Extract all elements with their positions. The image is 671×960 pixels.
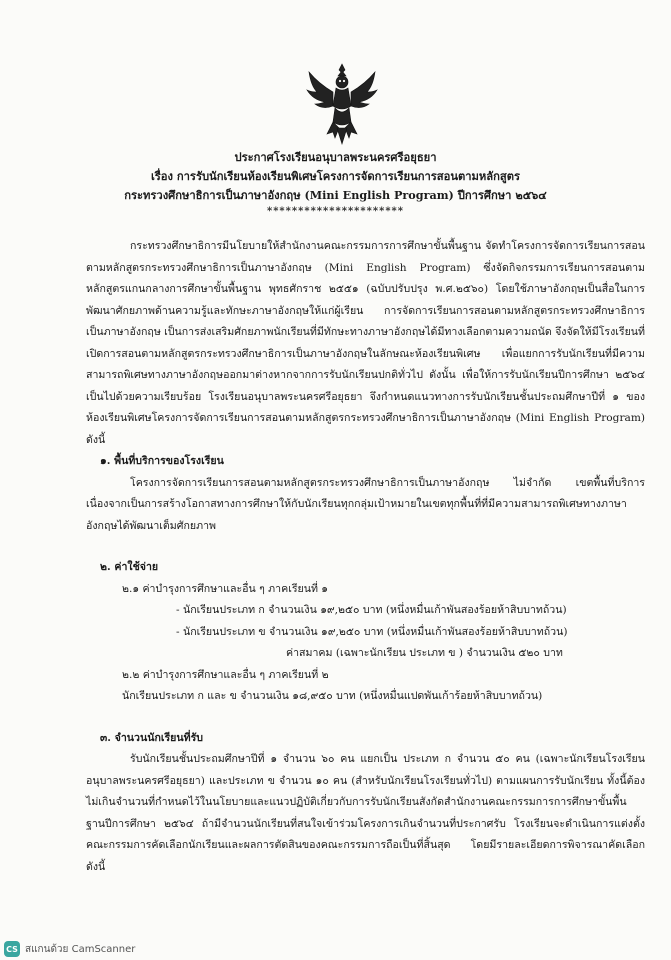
announcement-title: ประกาศโรงเรียนอนุบาลพระนครศรีอยุธยา xyxy=(234,150,437,164)
scanner-watermark xyxy=(0,938,264,960)
section-2-2-fee: นักเรียนประเภท ก และ ข จำนวนเงิน ๑๘,๙๕๐ บาท (หนึ่งหมื่นแปดพันเก้าร้อยห้าสิบบาทถ้วน) xyxy=(122,690,543,702)
section-3-text: รับนักเรียนชั้นประถมศึกษาปีที่ ๑ จำนวน ๖๐ คน แยกเป็น ประเภท ก จำนวน ๕๐ คน (เฉพาะนักเรียนโรงเรียนอนุบาลพระนครศรีอยุธยา) และประเภท ข จำนวน ๑๐ คน (สำหรับนักเรียนโรงเรียนทั่วไป) ตามแผนการรับนักเรียน ทั้งนี้ต้องไม่เกินจำนวนที่กำหนดไว้ในนโยบายและแนวปฏิบัติเกี่ยวกับการรับนักเรียนสังกัดสำนักงานคณะกรรมการการศึกษาขั้นพื้นฐานปีการศึกษา ๒๕๖๔ ถ้ามีจำนวนนักเรียนที่สนใจเข้าร่วมโครงการเกินจำนวนที่ประกาศรับ โรงเรียนจะดำเนินการแต่งตั้งคณะกรรมการคัดเลือกนักเรียนและผลการตัดสินของคณะกรรมการถือเป็นที่สิ้นสุด โดยมีรายละเอียดการพิจารณาคัดเลือกดังนี้ xyxy=(86,753,645,873)
section-3-title: ๓. จำนวนนักเรียนที่รับ xyxy=(100,731,204,744)
section-1-title: ๑. พื้นที่บริการของโรงเรียน xyxy=(100,455,224,467)
camscanner-icon: CS xyxy=(4,941,20,957)
intro-paragraph: กระทรวงศึกษาธิการมีนโยบายให้สำนักงานคณะกรรมการการศึกษาขั้นพื้นฐาน จัดทำโครงการจัดการเรียนการสอนตามหลักสูตรกระทรวงศึกษาธิการเป็นภาษาอังกฤษ (Mini English Program) ซึ่งจัดกิจกรรมการเรียนการสอนตามหลักสูตรแกนกลางการศึกษาขั้นพื้นฐาน พุทธศักราช ๒๕๕๑ (ฉบับปรับปรุง พ.ศ.๒๕๖๐) โดยใช้ภาษาอังกฤษเป็นสื่อในการพัฒนาศักยภาพด้านความรู้และทักษะภาษาอังกฤษให้แก่ผู้เรียน การจัดการเรียนการสอนตามหลักสูตรกระทรวงศึกษาธิการเป็นภาษาอังกฤษ เป็นการส่งเสริมศักยภาพนักเรียนที่มีทักษะทางภาษาอังกฤษได้มีทางเลือกตามความถนัด จึงจัดให้มีโรงเรียนที่เปิดการสอนตามหลักสูตรกระทรวงศึกษาธิการเป็นภาษาอังกฤษในลักษณะห้องเรียนพิเศษ เพื่อแยกการรับนักเรียนที่มีความสามารถพิเศษทางภาษาอังกฤษออกมาต่างหากจากการรับนักเรียนปกติทั่วไป ดังนั้น เพื่อให้การรับนักเรียนปีการศึกษา ๒๕๖๔ เป็นไปด้วยความเรียบร้อย โรงเรียนอนุบาลพระนครศรีอยุธยา จึงกำหนดแนวทางการรับนักเรียนชั้นประถมศึกษาปีที่ ๑ ของห้องเรียนพิเศษโครงการจัดการเรียนการสอนตามหลักสูตรกระทรวงศึกษาธิการเป็นภาษาอังกฤษ (Mini English Program) ดังนี้ xyxy=(86,240,646,446)
scanner-watermark-text: สแกนด้วย CamScanner xyxy=(25,943,136,955)
section-2-1-association-fee: ค่าสมาคม (เฉพาะนักเรียน ประเภท ข ) จำนวนเงิน ๕๒๐ บาท xyxy=(286,647,563,659)
section-2-1-type-a: - นักเรียนประเภท ก จำนวนเงิน ๑๙,๒๕๐ บาท (หนึ่งหมื่นเก้าพันสองร้อยห้าสิบบาทถ้วน) xyxy=(176,604,567,616)
section-2-2-title: ๒.๒ ค่าบำรุงการศึกษาและอื่น ๆ ภาคเรียนที่ ๒ xyxy=(122,668,329,681)
announcement-header xyxy=(60,148,611,219)
subject-line-1: เรื่อง การรับนักเรียนห้องเรียนพิเศษโครงการจัดการเรียนการสอนตามหลักสูตร xyxy=(150,169,521,183)
header-divider: ********************** xyxy=(266,206,405,217)
document-body xyxy=(86,236,645,878)
section-2-title: ๒. ค่าใช้จ่าย xyxy=(100,561,159,573)
subject-line-2: กระทรวงศึกษาธิการเป็นภาษาอังกฤษ (Mini English Program) ปีการศึกษา ๒๕๖๔ xyxy=(124,188,547,202)
section-1-text: โครงการจัดการเรียนการสอนตามหลักสูตรกระทรวงศึกษาธิการเป็นภาษาอังกฤษ ไม่จำกัด เขตพื้นที่บริการ เนื่องจากเป็นการสร้างโอกาสทางการศึกษาให้กับนักเรียนทุกกลุ่มเป้าหมายในเขตทุกพื้นที่ที่มีความสามารถพิเศษทางภาษาอังกฤษได้พัฒนาเต็มศักยภาพ xyxy=(86,476,645,532)
garuda-emblem-icon xyxy=(305,62,379,146)
section-2-1-title: ๒.๑ ค่าบำรุงการศึกษาและอื่น ๆ ภาคเรียนที่ ๑ xyxy=(122,582,329,595)
section-2-1-type-b: - นักเรียนประเภท ข จำนวนเงิน ๑๙,๒๕๐ บาท (หนึ่งหมื่นเก้าพันสองร้อยห้าสิบบาทถ้วน) xyxy=(176,625,568,638)
